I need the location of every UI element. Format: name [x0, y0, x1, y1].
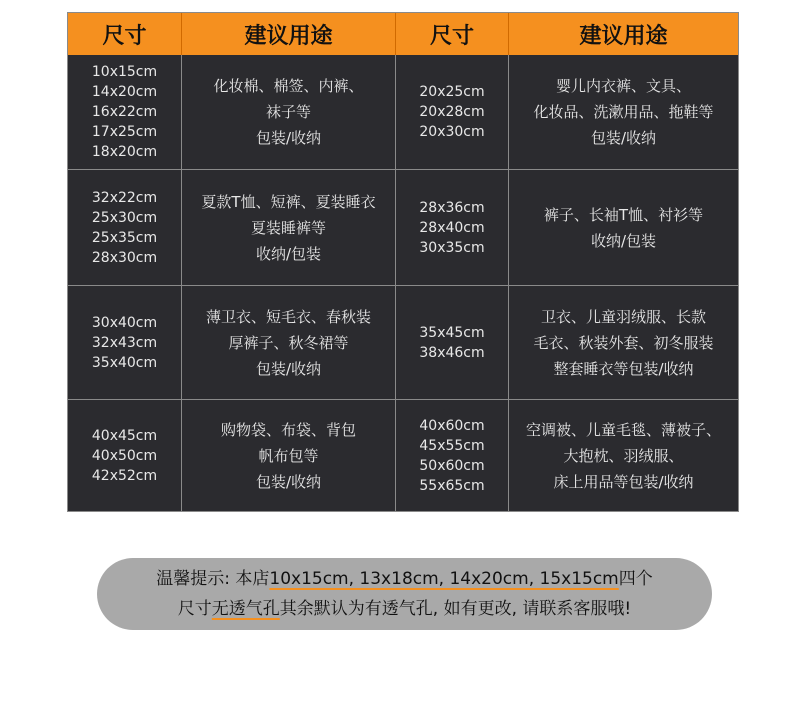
- size-value: 50x60cm: [419, 457, 485, 474]
- size-cell: [68, 55, 182, 170]
- header-size-1: 尺寸: [68, 13, 182, 55]
- use-line: 收纳/包装: [255, 244, 322, 263]
- size-cell: [68, 170, 182, 286]
- size-value: 35x45cm: [419, 324, 485, 341]
- header-use-1: 建议用途: [182, 13, 396, 55]
- use-cell: [509, 286, 738, 400]
- size-value: 25x30cm: [91, 209, 158, 226]
- size-value: 28x40cm: [419, 219, 485, 236]
- size-value: 35x40cm: [91, 354, 158, 371]
- size-value: 20x25cm: [419, 84, 485, 100]
- use-cell: [182, 400, 396, 511]
- size-value: 20x30cm: [419, 124, 485, 140]
- size-value: 30x40cm: [91, 314, 158, 331]
- size-value: 42x52cm: [91, 467, 158, 484]
- size-value: 16x22cm: [91, 104, 158, 120]
- size-value: 28x36cm: [419, 199, 485, 216]
- use-line: 婴儿内衣裤、文具、: [555, 77, 691, 95]
- size-value: 25x35cm: [91, 229, 158, 246]
- use-cell: [509, 55, 738, 170]
- use-line: 整套睡衣等包装/收纳: [553, 359, 694, 378]
- use-line: 大抱枕、羽绒服、: [563, 446, 684, 465]
- notice-size-word: 尺寸: [177, 599, 212, 619]
- size-cell: [396, 400, 509, 511]
- use-line: 床上用品等包装/收纳: [553, 472, 694, 491]
- notice-no-vent: 无透气孔: [211, 599, 280, 619]
- use-line: 毛衣、秋装外套、初冬服装: [533, 333, 714, 352]
- size-cell: [68, 286, 182, 400]
- size-cell: [396, 286, 509, 400]
- header-use-2: 建议用途: [509, 13, 738, 55]
- size-value: 18x20cm: [91, 144, 158, 160]
- size-value: 20x28cm: [419, 104, 485, 120]
- size-value: 40x50cm: [91, 447, 158, 464]
- notice-line-2: [178, 594, 631, 624]
- use-line: 卫衣、儿童羽绒服、长款: [540, 307, 706, 326]
- header-size-2: 尺寸: [396, 13, 509, 55]
- use-line: 薄卫衣、短毛衣、春秋装: [205, 307, 371, 326]
- size-value: 28x30cm: [91, 249, 158, 266]
- size-value: 40x45cm: [91, 427, 158, 444]
- size-value: 55x65cm: [419, 477, 485, 494]
- use-cell: [182, 286, 396, 400]
- notice-count: 四个: [618, 569, 653, 589]
- use-line: 包装/收纳: [255, 359, 322, 378]
- use-line: 包装/收纳: [590, 129, 657, 147]
- use-line: 裤子、长袖T恤、衬衫等: [543, 205, 704, 224]
- size-cell: [68, 400, 182, 511]
- size-value: 17x25cm: [91, 124, 158, 140]
- use-line: 袜子等: [265, 103, 311, 121]
- use-line: 夏装睡裤等: [250, 218, 326, 237]
- size-value: 32x43cm: [91, 334, 158, 351]
- size-value: 45x55cm: [419, 437, 485, 454]
- size-table: [67, 12, 739, 512]
- use-line: 购物袋、布袋、背包: [220, 420, 356, 439]
- size-value: 10x15cm: [91, 64, 158, 80]
- size-value: 30x35cm: [419, 239, 485, 256]
- use-line: 夏款T恤、短裤、夏装睡衣: [201, 192, 376, 211]
- use-cell: [509, 170, 738, 286]
- notice-rest: 其余默认为有透气孔, 如有更改, 请联系客服哦!: [279, 599, 632, 619]
- size-value: 32x22cm: [91, 189, 158, 206]
- size-value: 14x20cm: [91, 84, 158, 100]
- use-line: 化妆棉、棉签、内裤、: [213, 77, 364, 95]
- use-line: 帆布包等: [258, 446, 319, 465]
- size-cell: [396, 170, 509, 286]
- use-line: 包装/收纳: [255, 472, 322, 491]
- use-cell: [509, 400, 738, 511]
- size-value: 38x46cm: [419, 344, 485, 361]
- notice-prefix: 温馨提示: 本店: [156, 569, 270, 589]
- size-cell: [396, 55, 509, 170]
- use-line: 空调被、儿童毛毯、薄被子、: [525, 420, 721, 439]
- notice-line-1: [156, 564, 653, 594]
- use-line: 厚裤子、秋冬裙等: [228, 333, 349, 352]
- size-value: 40x60cm: [419, 417, 485, 434]
- use-line: 化妆品、洗漱用品、拖鞋等: [533, 103, 714, 121]
- notice-banner: [97, 558, 712, 630]
- use-line: 包装/收纳: [255, 129, 322, 147]
- use-cell: [182, 55, 396, 170]
- use-line: 收纳/包装: [590, 231, 657, 250]
- use-cell: [182, 170, 396, 286]
- notice-sizes: 10x15cm, 13x18cm, 14x20cm, 15x15cm: [269, 569, 619, 589]
